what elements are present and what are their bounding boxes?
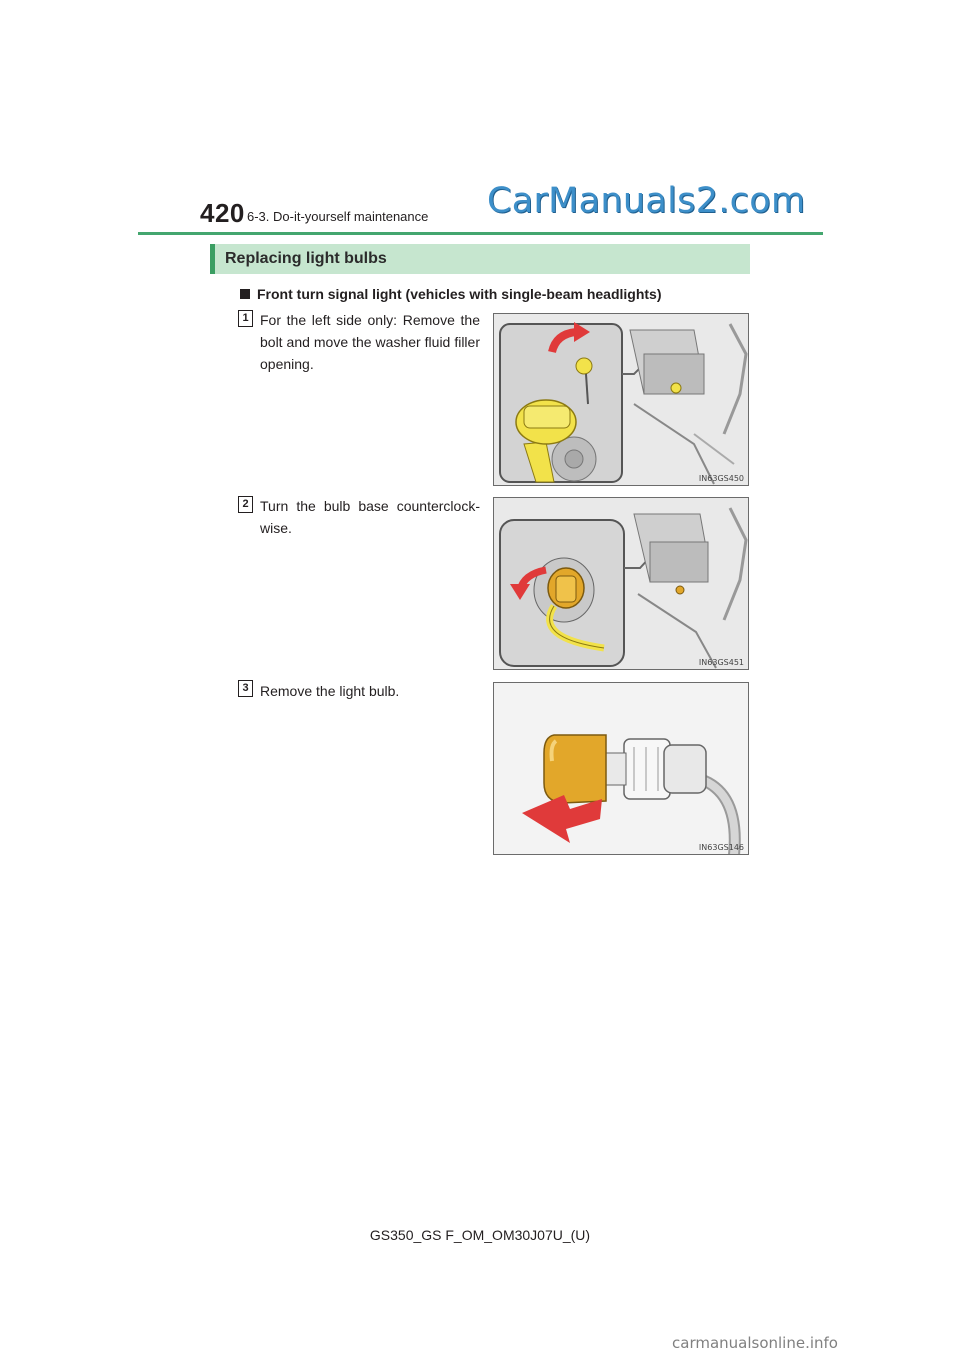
subheading-text: Front turn signal light (vehicles with single-beam headlights): [257, 286, 662, 302]
subheading: [240, 286, 661, 302]
step-text-1: For the left side only: Remove the bolt and move the washer fluid filler opening.: [260, 312, 480, 372]
step-number-1: 1: [238, 310, 253, 327]
header-divider: [138, 232, 823, 235]
page-number: 420: [200, 198, 245, 228]
section-heading-label: Replacing light bulbs: [225, 250, 387, 267]
section-heading: [210, 244, 750, 274]
watermark-logo-top[interactable]: CarManuals2.com: [487, 181, 806, 221]
step-number-3: 3: [238, 680, 253, 697]
step-text-3: Remove the light bulb.: [260, 683, 400, 699]
watermark-logo-bottom[interactable]: carmanualsonline.info: [672, 1334, 838, 1352]
figure-code-3: IN63GS146: [698, 843, 744, 852]
figure-2-illustration: [494, 498, 749, 670]
square-bullet-icon: [240, 289, 250, 299]
step-text-2: Turn the bulb base counterclock-wise.: [260, 498, 480, 536]
figure-code-2: IN63GS451: [698, 658, 744, 667]
figure-code-1: IN63GS450: [698, 474, 744, 483]
figure-turn-bulb-base: [493, 497, 749, 670]
chapter-title: 6-3. Do-it-yourself maintenance: [247, 209, 429, 224]
figure-remove-bulb: [493, 682, 749, 855]
document-code: GS350_GS F_OM_OM30J07U_(U): [369, 1227, 591, 1243]
figure-washer-filler: [493, 313, 749, 486]
step-number-2: 2: [238, 496, 253, 513]
figure-1-illustration: [494, 314, 749, 486]
figure-3-illustration: [494, 683, 749, 855]
